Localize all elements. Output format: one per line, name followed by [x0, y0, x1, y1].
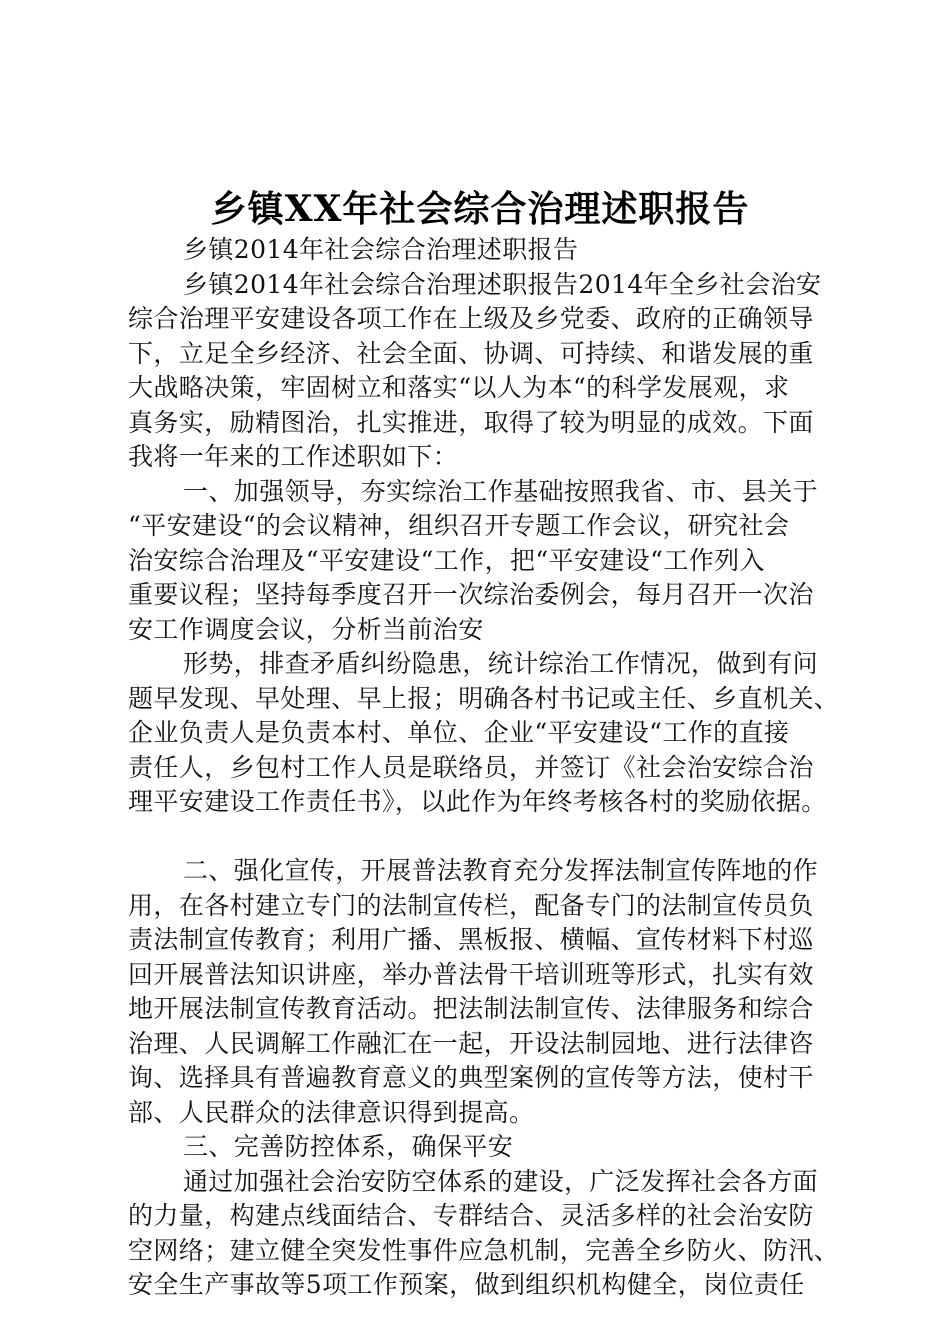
text-line: 用，在各村建立专门的法制宣传栏，配备专门的法制宣传员负 [128, 890, 814, 920]
text-line: 企业负责人是负责本村、单位、企业“平安建设“工作的直接 [128, 718, 790, 747]
text-line: 责法制宣传教育；利用广播、黑板报、横幅、宣传材料下村巡 [128, 925, 814, 954]
text-line: 二、强化宣传，开展普法教育充分发挥法制宣传阵地的作 [183, 856, 819, 885]
text-line: 理平安建设工作责任书》，以此作为年终考核各村的奖励依据。 [128, 787, 827, 816]
text-line: “平安建设“的会议精神，组织召开专题工作会议，研究社会 [128, 511, 790, 540]
paragraph-subtitle [128, 233, 848, 268]
paragraph-section-3-heading [128, 1130, 848, 1165]
text-line: 责任人，乡包村工作人员是联络员，并签订《社会治安综合治 [128, 752, 814, 782]
paragraph-intro [128, 268, 848, 475]
text-line: 乡镇2014年社会综合治理述职报告 [183, 235, 579, 264]
text-line: 空网络；建立健全突发性事件应急机制，完善全乡防火、防汛、 [128, 1235, 840, 1265]
paragraph-section-1 [128, 475, 848, 648]
text-line: 通过加强社会治安防空体系的建设，广泛发挥社会各方面 [183, 1166, 819, 1196]
text-line: 重要议程；坚持每季度召开一次综治委例会，每月召开一次治 [128, 580, 814, 609]
text-line: 乡镇2014年社会综合治理述职报告2014年全乡社会治安 [183, 269, 822, 299]
text-line: 三、完善防控体系，确保平安 [183, 1132, 514, 1161]
text-line: 下，立足全乡经济、社会全面、协调、可持续、和谐发展的重 [128, 338, 814, 368]
paragraph-section-3 [128, 1165, 848, 1303]
text-line: 的力量，构建点线面结合、专群结合、灵活多样的社会治安防 [128, 1201, 814, 1230]
text-line: 治理、人民调解工作融汇在一起，开设法制园地、进行法律咨 [128, 1028, 814, 1058]
document-body [128, 233, 848, 1303]
text-line: 安全生产事故等5项工作预案，做到组织机构健全，岗位责任 [128, 1270, 805, 1299]
paragraph-section-1-cont [128, 647, 848, 820]
paragraph-section-2 [128, 854, 848, 1130]
text-line: 回开展普法知识讲座，举办普法骨干培训班等形式，扎实有效 [128, 959, 814, 989]
text-line: 我将一年来的工作述职如下： [128, 442, 459, 471]
text-line: 大战略决策，牢固树立和落实“以人为本“的科学发展观，求 [128, 373, 790, 402]
text-line: 真务实，励精图治，扎实推进，取得了较为明显的成效。下面 [128, 407, 814, 437]
document-title: 乡镇XX年社会综合治理述职报告 [210, 188, 750, 230]
paragraph-gap [128, 820, 848, 855]
text-line: 形势，排查矛盾纠纷隐患，统计综治工作情况，做到有问 [183, 649, 819, 678]
text-line: 一、加强领导，夯实综治工作基础按照我省、市、县关于 [183, 476, 819, 506]
text-line: 询、选择具有普遍教育意义的典型案例的宣传等方法，使村干 [128, 1063, 814, 1092]
text-line: 地开展法制宣传教育活动。把法制法制宣传、法律服务和综合 [128, 994, 814, 1023]
text-line: 部、人民群众的法律意识得到提高。 [128, 1097, 535, 1127]
text-line: 题早发现、早处理、早上报；明确各村书记或主任、乡直机关、 [128, 683, 840, 713]
text-line: 安工作调度会议，分析当前治安 [128, 614, 484, 644]
text-line: 治安综合治理及“平安建设“工作，把“平安建设“工作列入 [128, 545, 765, 575]
text-line: 综合治理平安建设各项工作在上级及乡党委、政府的正确领导 [128, 304, 814, 333]
